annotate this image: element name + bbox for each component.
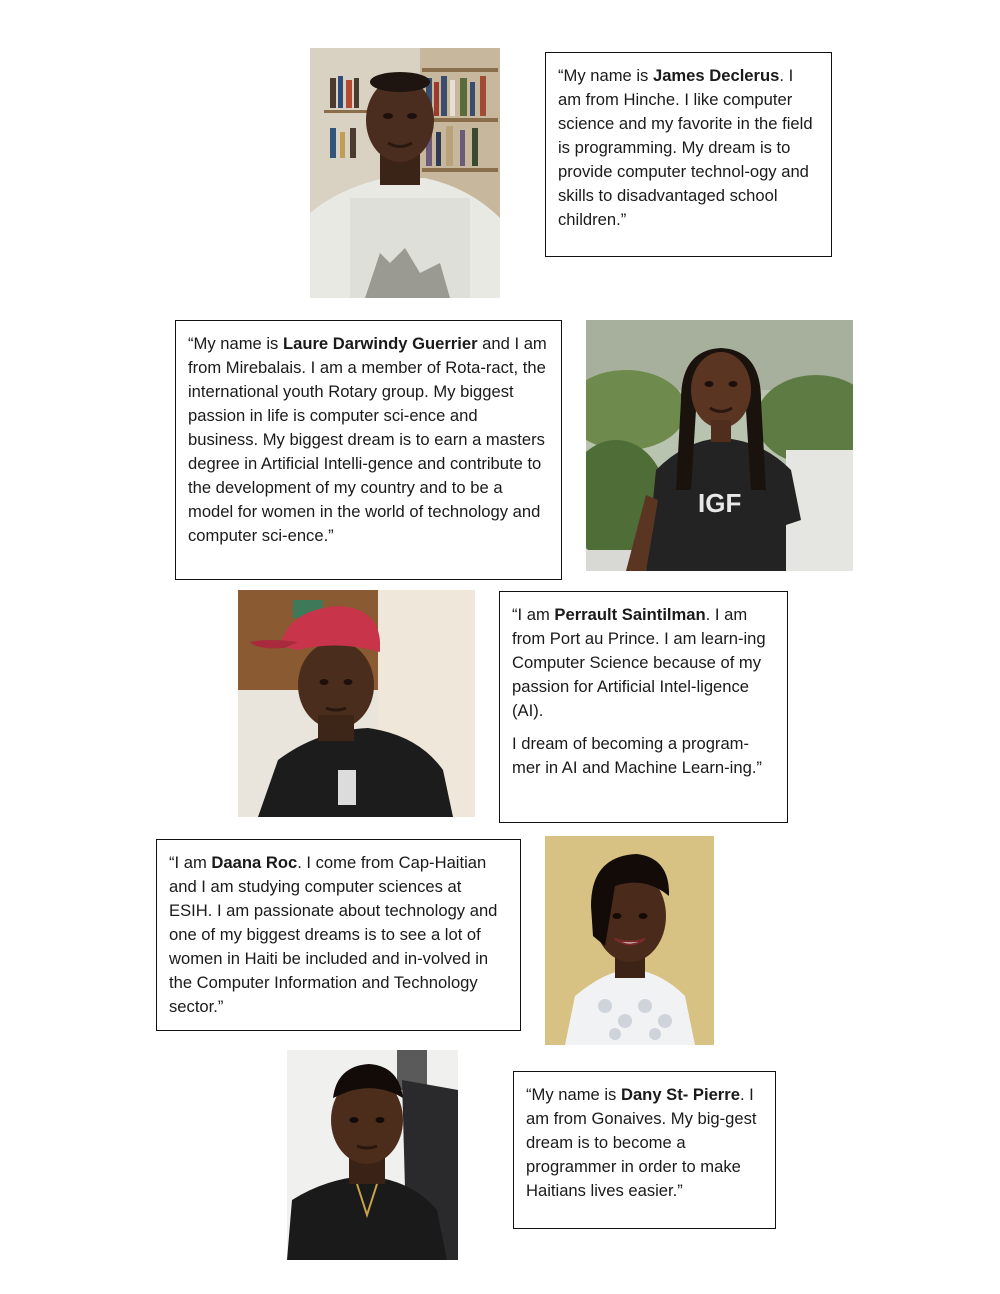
portrait-photo-icon (287, 1050, 458, 1260)
quote-paragraph: “My name is Laure Darwindy Guerrier and I am from Mirebalais. I am a member of Rota-ract, the international youth Rotary group. My biggest passion in life is computer sci-ence and business. My biggest dream is to earn a masters degree in Artificial Intelli-gence and contribute to the development of my country and to be a model for women in the world of technology and computer sci-ence.” (188, 334, 547, 545)
quote-box-dany-st-pierre (513, 1071, 776, 1229)
portrait-photo-icon (238, 590, 475, 817)
photo-daana-roc (545, 836, 714, 1045)
person-name: Dany St- Pierre (620, 1085, 740, 1104)
person-name: James Declerus (652, 66, 780, 85)
quote-paragraph: I dream of becoming a program-mer in AI and Machine Learn-ing.” (512, 734, 762, 777)
quote-paragraph: “My name is Dany St- Pierre. I am from Gonaives. My big-gest dream is to become a programmer in order to make Haitians lives easier.” (526, 1085, 757, 1200)
quote-box-daana-roc (156, 839, 521, 1031)
quote-paragraph: “I am Perrault Saintilman. I am from Port au Prince. I am learn-ing Computer Science because of my passion for Artificial Intel-ligence (AI). (512, 605, 766, 720)
photo-laure-darwindy-guerrier (586, 320, 853, 571)
quote-box-perrault-saintilman (499, 591, 788, 823)
photo-james-declerus (310, 48, 500, 298)
portrait-photo-icon (310, 48, 500, 298)
portrait-photo-icon (586, 320, 853, 571)
quote-paragraph: “I am Daana Roc. I come from Cap-Haitian and I am studying computer sciences at ESIH. I am passionate about technology and one of my biggest dreams is to see a lot of women in Haiti be included and in-volved in the Computer Information and Technology sector.” (169, 853, 498, 1016)
photo-dany-st-pierre (287, 1050, 458, 1260)
quote-paragraph: “My name is James Declerus. I am from Hinche. I like computer science and my favorite in the field is programming. My dream is to provide computer technol-ogy and skills to disadvantaged school children.” (558, 66, 813, 229)
quote-box-laure-darwindy-guerrier (175, 320, 562, 580)
person-name: Perrault Saintilman (554, 605, 706, 624)
shirt-logo: IGF (698, 488, 742, 518)
person-name: Daana Roc (211, 853, 298, 872)
person-name: Laure Darwindy Guerrier (282, 334, 478, 353)
portrait-photo-icon (545, 836, 714, 1045)
quote-box-james-declerus (545, 52, 832, 257)
photo-perrault-saintilman (238, 590, 475, 817)
